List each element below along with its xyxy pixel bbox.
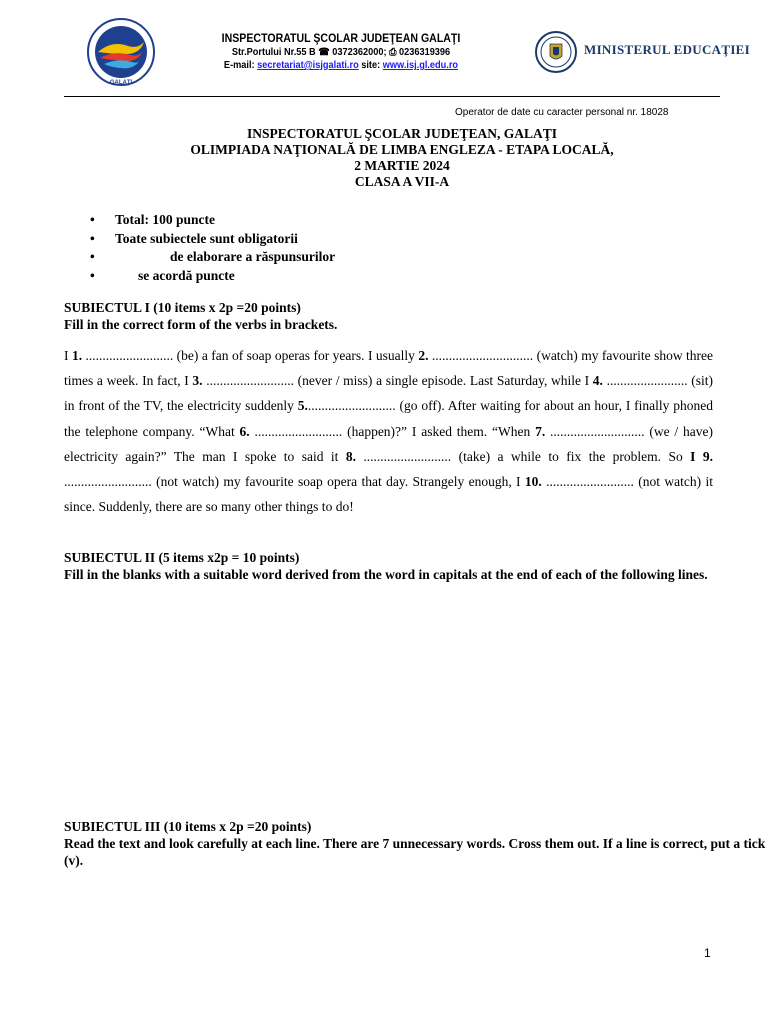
heading-line-3: 2 MARTIE 2024 (354, 158, 450, 173)
list-item: • de elaborare a răspunsurilor (90, 249, 336, 264)
phone-number: 0372362000; (332, 47, 387, 58)
item-number: 3. (192, 373, 203, 389)
item-number: 2. (418, 348, 429, 363)
bullet-icon: • (90, 267, 95, 283)
item-number: 6. (239, 423, 250, 439)
telephone-icon: ☎ (318, 47, 330, 58)
subject-2-header (64, 549, 768, 583)
item-number: 4. (592, 373, 603, 389)
subject-2-title: SUBIECTUL II (5 items x2p = 10 points) (64, 550, 300, 565)
heading-line-1: INSPECTORATUL ŞCOLAR JUDEŢEAN, GALAŢI (246, 126, 558, 141)
site-label: site: (361, 60, 381, 71)
list-item: • Toate subiectele sunt obligatorii (90, 230, 298, 246)
letterhead-text (211, 33, 470, 72)
subject-1-header (64, 299, 768, 333)
email-label: E-mail: (223, 60, 255, 71)
operator-note: Operator de date cu caracter personal nr. 18028 (455, 107, 669, 118)
institution-name: INSPECTORATUL ŞCOLAR JUDEŢEAN GALAŢI (221, 33, 461, 45)
item-number: 5. (297, 398, 308, 414)
item-number: 7. (535, 423, 546, 439)
list-item: • Total: 100 puncte (90, 212, 216, 227)
isj-galati-logo (82, 18, 160, 88)
address: Str.Portului Nr.55 B (231, 47, 316, 58)
site-link[interactable]: www.isj.gl.edu.ro (382, 60, 459, 71)
ministry-name: MINISTERUL EDUCAŢIEI (584, 42, 751, 57)
header-divider (64, 96, 720, 97)
subject-3-header (64, 818, 768, 869)
fax-number: 0236319396 (398, 47, 451, 58)
subject-2-instruction: Fill in the blanks with a suitable word derived from the word in capitals at the end of each of the following lines. (64, 567, 708, 582)
fax-icon: ⎙ (389, 47, 397, 58)
contact-line (211, 59, 470, 72)
heading-line-2: OLIMPIADA NAŢIONALĂ DE LIMBA ENGLEZA - ETAPA LOCALĂ, (190, 142, 614, 157)
address-line (211, 46, 470, 59)
logo-caption: GALAŢI (109, 80, 133, 86)
subject-1-title: SUBIECTUL I (10 items x 2p =20 points) (64, 300, 301, 315)
item-number: I 9. (690, 448, 713, 464)
list-item: • se acordă puncte (90, 267, 235, 283)
item-number: 8. (345, 448, 356, 464)
email-link[interactable]: secretariat@isjgalati.ro (257, 60, 359, 71)
instructions-list (90, 212, 490, 286)
subject-3-instruction: Read the text and look carefully at each line. There are 7 unnecessary words. Cross them out. If a line is correct, put a tick (v). (64, 836, 766, 868)
bullet-icon: • (90, 249, 95, 264)
subject-1-text: I 1. .......................... (be) a fan of soap operas for years. I usually 2. .............................. (watch) my favourite show three times a week. In fact, I 3. .......................... (never / miss) a single episode. Last Saturday, while I 4. ........................ (sit) in front of the TV, the electricity suddenly 5........................... (go off). After waiting for about an hour, I finally phoned the telephone company. “What 6. .......................... (happen)?” I asked them. “When 7. ............................ (we / have) electricity again?” The man I spoke to said it 8. .......................... (take) a while to fix the problem. So I 9. .......................... (not watch) my favourite soap opera that day. Strangely enough, I 10. .......................... (not watch) it since. Suddenly, there are so many other things to do! (64, 348, 714, 515)
page-number: 1 (704, 946, 711, 960)
subject-1-instruction: Fill in the correct form of the verbs in brackets. (64, 317, 338, 332)
item-number: 10. (524, 474, 542, 490)
bullet-icon: • (90, 212, 95, 227)
item-number: 1. (71, 348, 83, 363)
heading-line-4: CLASA A VII-A (354, 174, 450, 189)
subject-3-title: SUBIECTUL III (10 items x 2p =20 points) (64, 819, 312, 834)
government-seal-logo (533, 30, 579, 74)
document-heading (100, 126, 704, 190)
bullet-icon: • (90, 230, 95, 246)
